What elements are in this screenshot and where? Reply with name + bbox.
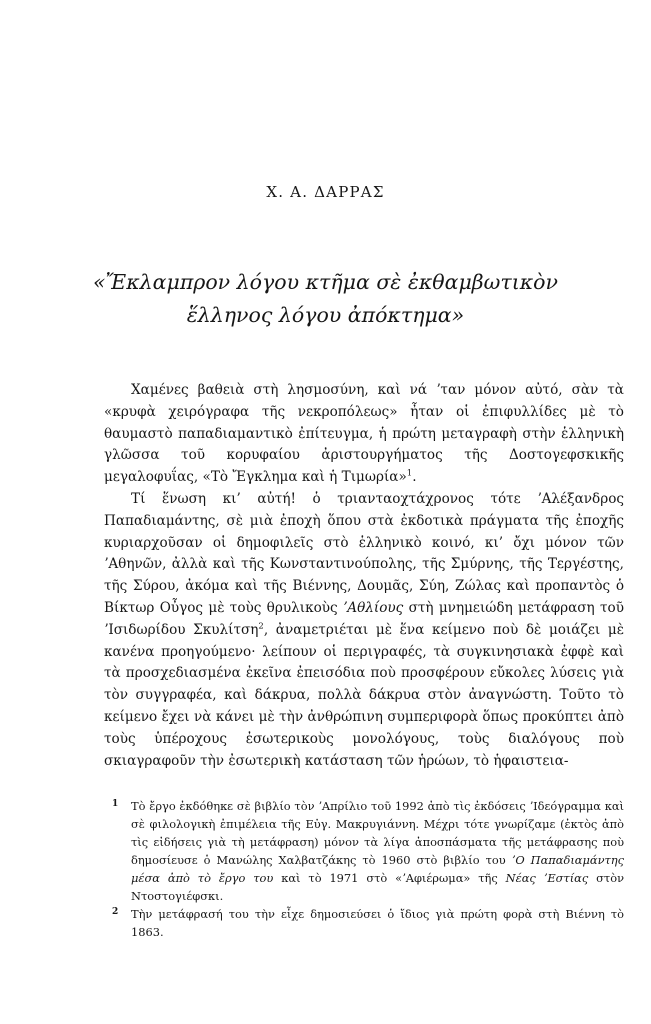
footnote-ref-2: 2 (258, 621, 264, 632)
footnote-1-text-a: Τὸ ἔργο ἐκδόθηκε σὲ βιβλίο τὸν ʼΑπρίλιο τοῦ 1992 ἀπὸ τὶς ἐκδόσεις ʼΙδεόγραμμα καὶ σὲ φιλολογικὴ ἐπιμέλεια τῆς Εὐγ. Μακρυγιάννη. Μέχρι τότε γνωρίζαμε (ἐκτὸς ἀπὸ τὶς εἰδήσεις γιὰ τὴ μετάφραση) μόνον τὰ λίγα ἀποσπάσματα τῆς μετάφρασης ποὺ δημοσίευσε ὁ Μανώλης Χαλβατζάκης τὸ 1960 στὸ βιβλίο του (131, 799, 624, 867)
footnote-1-text-b: καὶ τὸ 1971 στὸ «ʼΑφιέρωμα» τῆς (281, 871, 498, 885)
paragraph-1-end: . (412, 469, 417, 486)
footnotes (104, 797, 624, 941)
paragraph-1 (104, 380, 624, 489)
title-line-1: «Ἔκλαμπρον λόγου κτῆμα σὲ ἐκθαμβωτικὸν (93, 270, 558, 294)
article-title (0, 266, 651, 332)
footnote-2-text: Τὴν μετάφρασή του τὴν εἶχε δημοσιεύσει ὁ ἴδιος γιὰ πρώτη φορὰ στὴ Βιέννη τὸ 1863. (131, 907, 624, 939)
paragraph-2-part-1: Τί ἕνωση κι’ αὐτή! ὁ τριανταοχτάχρονος τότε ʼΑλέξανδρος Παπαδιαμάντης, σὲ μιὰ ἐποχὴ ὅπου στὰ ἐκδοτικὰ πράγματα τῆς ἐποχῆς κυριαρχοῦσαν οἱ δημοφιλεῖς στὸ ἑλληνικὸ κοινό, κι’ ὄχι μόνον τῶν ʼΑθηνῶν, ἀλλὰ καὶ τῆς Κωνσταντινούπολης, τῆς Σμύρνης, τῆς Τεργέστης, τῆς Σύρου, ἀκόμα καὶ τῆς Βιέννης, Δουμᾶς, Σύη, Ζώλας καὶ προπαντὸς ὁ Βίκτωρ Οὖγος μὲ τοὺς θρυλικοὺς (104, 490, 624, 616)
footnote-number-1: 1 (112, 799, 119, 809)
author-name: Χ. Α. ΔΑΡΡΑΣ (266, 183, 385, 201)
paragraph-2-italic-title: ʼΑθλίους (342, 599, 404, 616)
paragraph-2-part-3: , ἀναμετριέται μὲ ἕνα κείμενο ποὺ δὲ μοιάζει μὲ κανένα προηγούμενο· λείπουν οἱ περιγραφές, τὰ συγκινησιακὰ ἐφφὲ καὶ τὰ προσχεδιασμένα ἐκεῖνα ἐπεισόδια ποὺ προσφέρουν εὔκολες λύσεις γιὰ τὸν συγγραφέα, καὶ δάκρυα, πολλὰ δάκρυα στὸν ἀναγνώστη. Τοῦτο τὸ κείμενο ἔχει νὰ κάνει μὲ τὴν ἀνθρώπινη συμπεριφορὰ ὅπως προκύπτει ἀπὸ τοὺς ὑπέροχους ἐσωτερικοὺς μονολόγους, τοὺς διαλόγους ποὺ σκιαγραφοῦν τὴν ἐσωτερικὴ κατάσταση τῶν ἡρώων, τὸ ἡφαιστεια- (104, 621, 624, 769)
title-line-2: ἕλληνος λόγου ἀπόκτημα» (186, 303, 465, 327)
paragraph-2 (104, 489, 624, 772)
paragraph-2-part-2: στὴ μνημειώδη μετάφραση τοῦ ʼΙσιδωρίδου Σκυλίτση (104, 599, 624, 638)
footnote-ref-1: 1 (406, 468, 413, 479)
footnote-2 (104, 905, 624, 941)
article-body (104, 380, 624, 772)
footnote-1-text-c: στὸν Ντοστογιέφσκι. (131, 871, 625, 903)
footnote-number-2: 2 (112, 907, 119, 917)
paragraph-1-text: Χαμένες βαθειὰ στὴ λησμοσύνη, καὶ νά ʼταν μόνον αὐτό, σὰν τὰ «κρυφὰ χειρόγραφα τῆς νεκροπόλεως» ἦταν οἱ ἐπιφυλλίδες μὲ τὸ θαυμαστὸ παπαδιαμαντικὸ ἐπίτευγμα, ἡ πρώτη μεταγραφὴ στὴν ἑλληνικὴ γλῶσσα τοῦ κορυφαίου ἀριστουργήματος τῆς Δοστογεφσκικῆς μεγαλοφυΐας, «Τὸ Ἔγκλημα καὶ ἡ Τιμωρία» (104, 382, 624, 486)
footnote-1-italic-b: Νέας ʼΕστίας (505, 871, 589, 885)
footnote-1-italic-a: ʼΟ Παπαδιαμάντης μέσα ἀπὸ τὸ ἔργο του (131, 853, 625, 885)
footnote-1 (104, 797, 624, 905)
